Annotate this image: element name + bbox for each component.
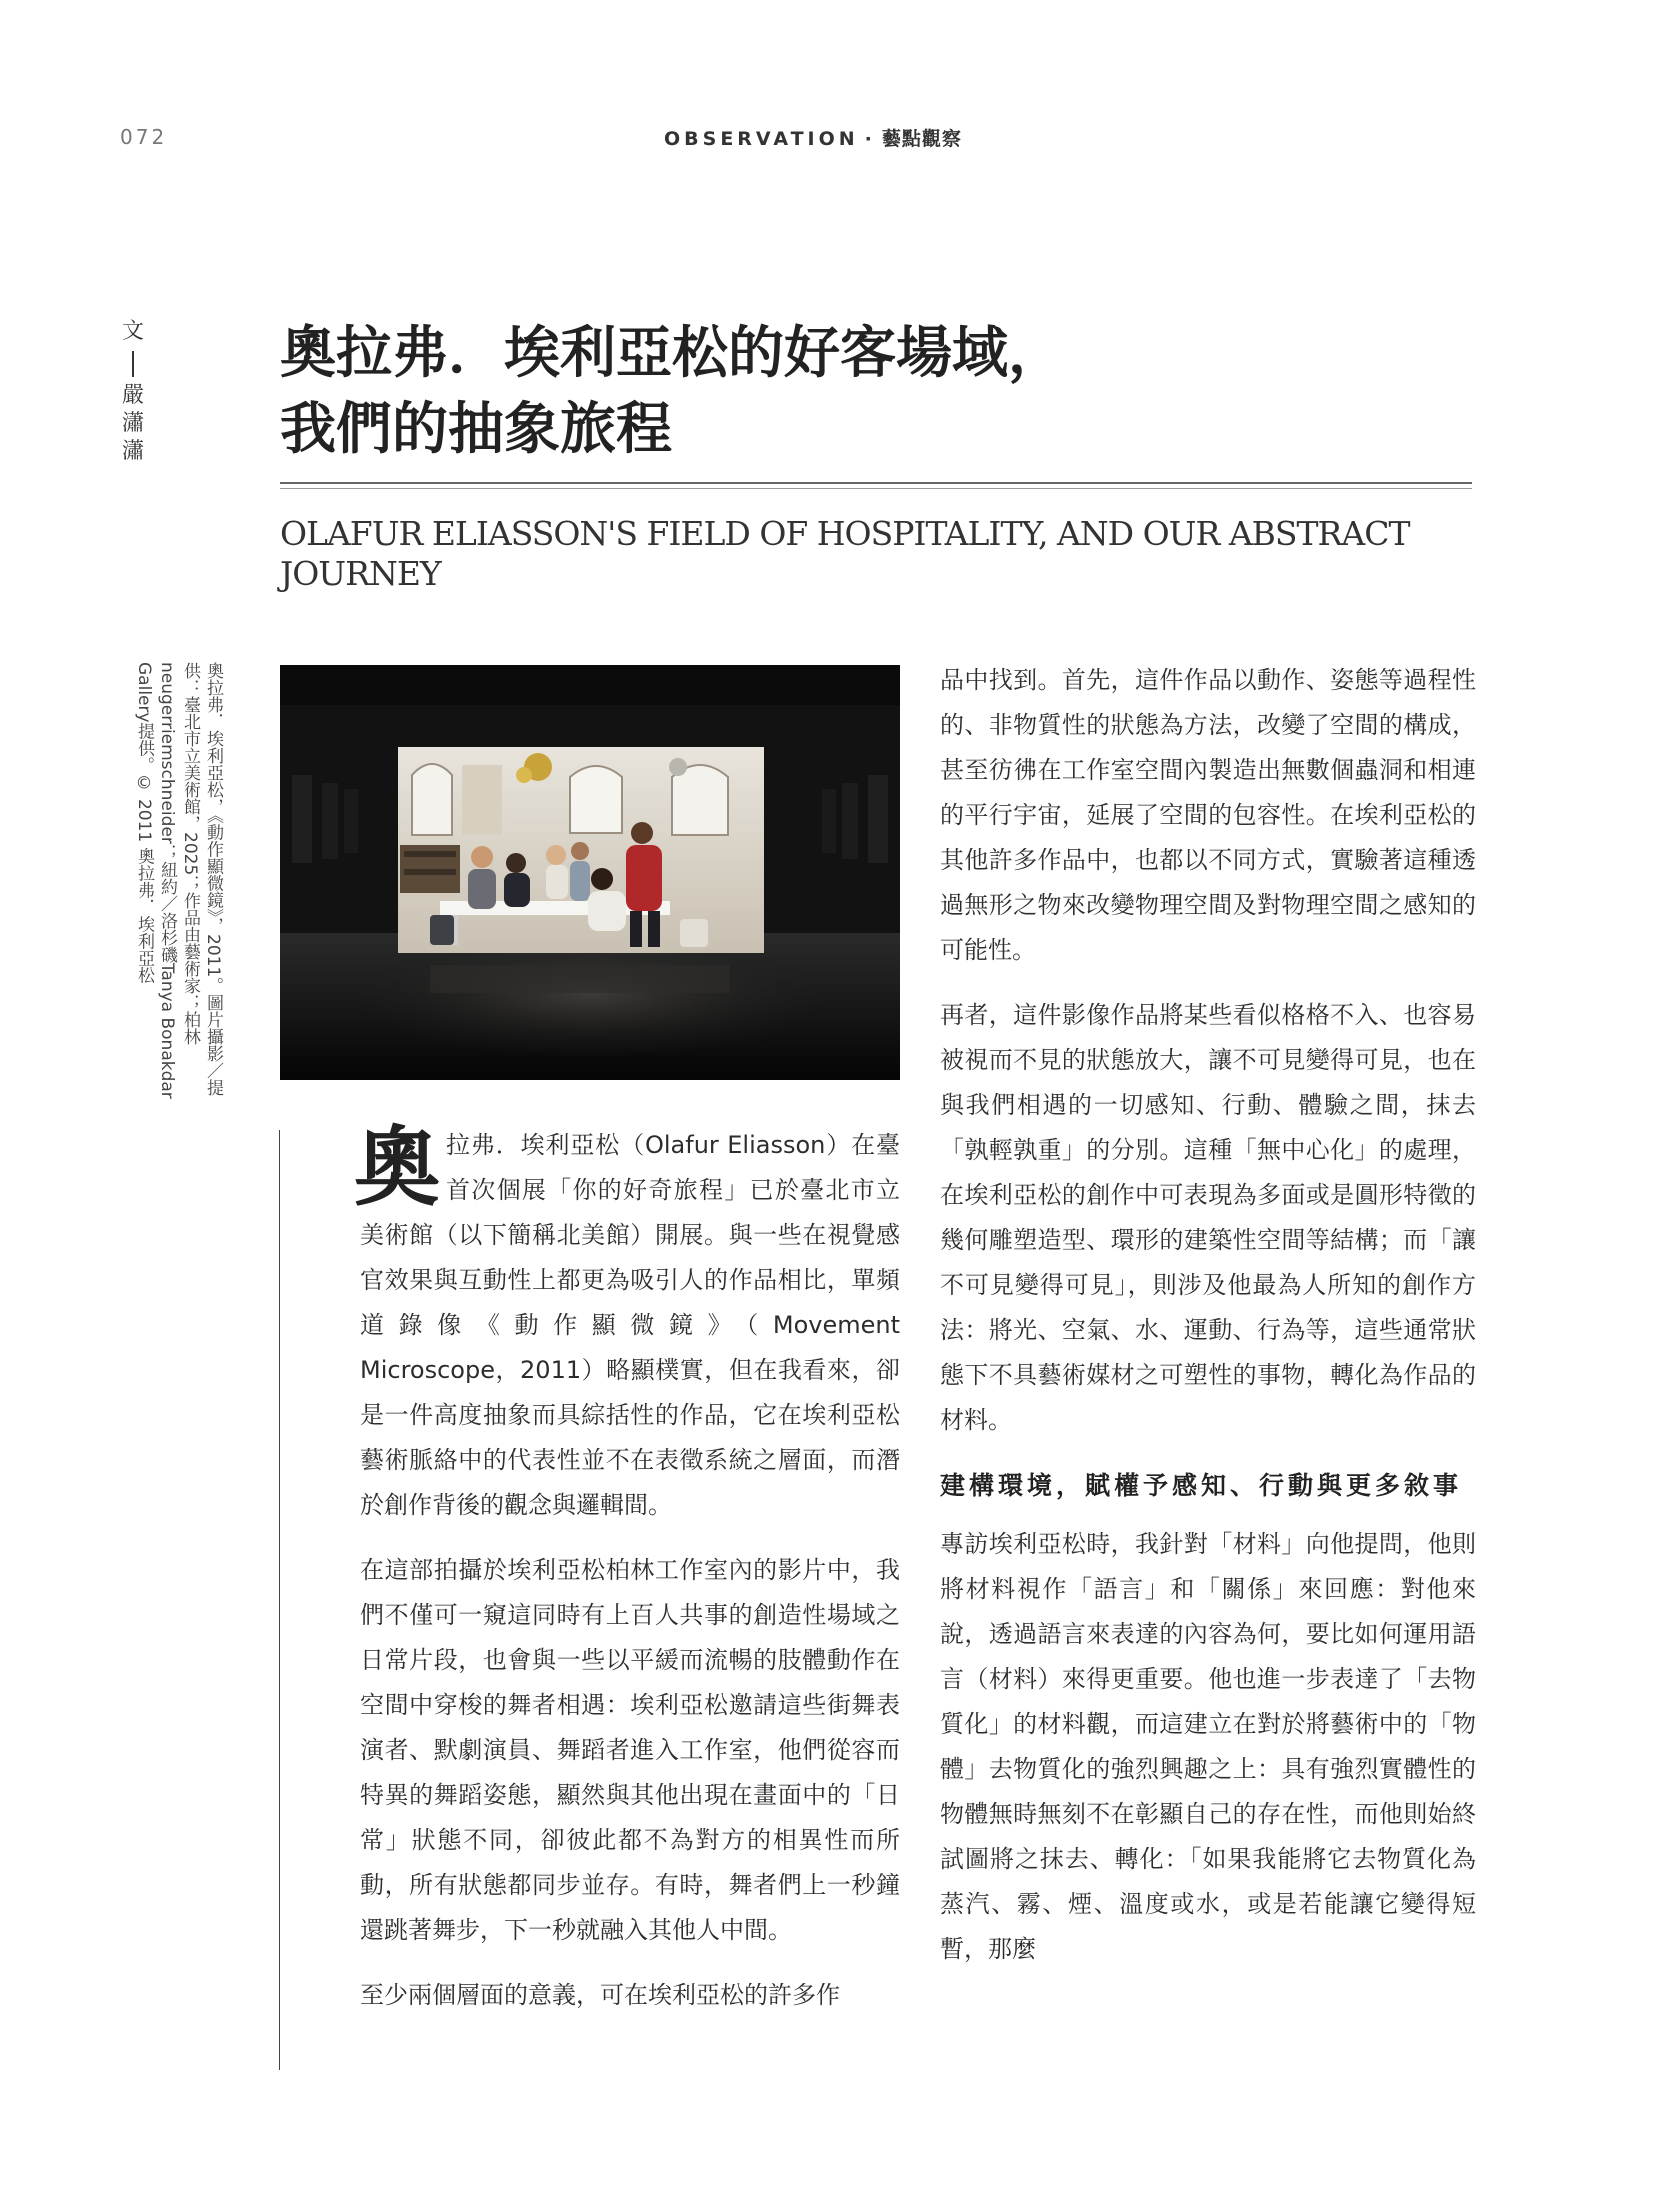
page-number: 072 — [120, 125, 168, 149]
article-title — [280, 316, 1480, 468]
byline-dash — [132, 351, 134, 377]
title-rule — [280, 482, 1472, 484]
drop-cap: 奧 — [354, 1118, 440, 1218]
body-paragraph — [354, 1118, 900, 1528]
body-paragraph: 在這部拍攝於埃利亞松柏林工作室內的影片中，我們不僅可一窺這同時有上百人共事的創造性場域之日常片段，也會與一些以平緩而流暢的肢體動作在空間中穿梭的舞者相遇：埃利亞松邀請這些街舞表演者、默劇演員、舞蹈者進入工作室，他們從容而特異的舞蹈姿態，顯然與其他出現在畫面中的「日常」狀態不同，卻彼此都不為對方的相異性而所動，所有狀態都同步並存。有時，舞者們上一秒鐘還跳著舞步，下一秒就融入其他人中間。 — [360, 1556, 900, 1944]
body-column-left — [354, 1118, 900, 2038]
title-rule-thin — [280, 488, 1472, 489]
section-separator: · — [864, 128, 876, 150]
photo-caption: 奧拉弗．埃利亞松，《動作顯微鏡》，2011。圖片攝影／提供：臺北市立美術館，2025；作品由藝術家；柏林neugerriemschneider；紐約／洛杉磯Tanya Bonakdar Gallery提供。© 2011 奧拉弗．埃利亞松 — [134, 662, 223, 1099]
author-char: 瀟 — [121, 411, 144, 436]
title-line-2: 我們的抽象旅程 — [280, 397, 672, 462]
body-paragraph: 至少兩個層面的意義，可在埃利亞松的許多作 — [360, 1981, 840, 2009]
section-label-zh: 藝點觀察 — [881, 128, 962, 150]
author-char: 瀟 — [121, 439, 144, 464]
author-byline — [118, 318, 148, 466]
author-char: 嚴 — [121, 383, 144, 408]
article-subtitle-en: OLAFUR ELIASSON'S FIELD OF HOSPITALITY, AND OUR ABSTRACT JOURNEY — [280, 514, 1410, 593]
body-column-right — [940, 658, 1476, 1992]
byline-prefix: 文 — [121, 319, 144, 344]
body-paragraph: 品中找到。首先，這件作品以動作、姿態等過程性的、非物質性的狀態為方法，改變了空間的構成，甚至彷彿在工作室空間內製造出無數個蟲洞和相連的平行宇宙，延展了空間的包容性。在埃利亞松的其他許多作品中，也都以不同方式，實驗著這種透過無形之物來改變物理空間及對物理空間之感知的可能性。 — [940, 666, 1476, 964]
paragraph-text: 拉弗．埃利亞松（Olafur Eliasson）在臺首次個展「你的好奇旅程」已於臺北市立美術館（以下簡稱北美館）開展。與一些在視覺感官效果與互動性上都更為吸引人的作品相比，單頻道錄像《動作顯微鏡》（Movement Microscope，2011）略顯樸實，但在我看來，卻是一件高度抽象而具綜括性的作品，它在埃利亞松藝術脈絡中的代表性並不在表徵系統之層面，而潛於創作背後的觀念與邏輯間。 — [360, 1131, 900, 1519]
artwork-photo-illustration — [280, 665, 900, 1080]
body-paragraph: 再者，這件影像作品將某些看似格格不入、也容易被視而不見的狀態放大，讓不可見變得可見，也在與我們相遇的一切感知、行動、體驗之間，抹去「孰輕孰重」的分別。這種「無中心化」的處理，在埃利亞松的創作中可表現為多面或是圓形特徵的幾何雕塑造型、環形的建築性空間等結構；而「讓不可見變得可見」，則涉及他最為人所知的創作方法：將光、空氣、水、運動、行為等，這些通常狀態下不具藝術媒材之可塑性的事物，轉化為作品的材料。 — [940, 1001, 1476, 1434]
title-line-1: 奧拉弗．埃利亞松的好客場域， — [280, 321, 1064, 386]
section-label-en: OBSERVATION — [664, 128, 859, 150]
column-rule — [279, 1130, 280, 2070]
running-head — [664, 124, 962, 151]
artwork-photo — [280, 665, 900, 1080]
body-paragraph: 專訪埃利亞松時，我針對「材料」向他提問，他則將材料視作「語言」和「關係」來回應：對他來說，透過語言來表達的內容為何，要比如何運用語言（材料）來得更重要。他也進一步表達了「去物質化」的材料觀，而這建立在對於將藝術中的「物體」去物質化的強烈興趣之上：具有強烈實體性的物體無時無刻不在彰顯自己的存在性，而他則始終試圖將之抹去、轉化：「如果我能將它去物質化為蒸汽、霧、煙、溫度或水，或是若能讓它變得短暫，那麼 — [940, 1530, 1476, 1963]
section-heading: 建構環境，賦權予感知、行動與更多敘事 — [940, 1471, 1463, 1500]
